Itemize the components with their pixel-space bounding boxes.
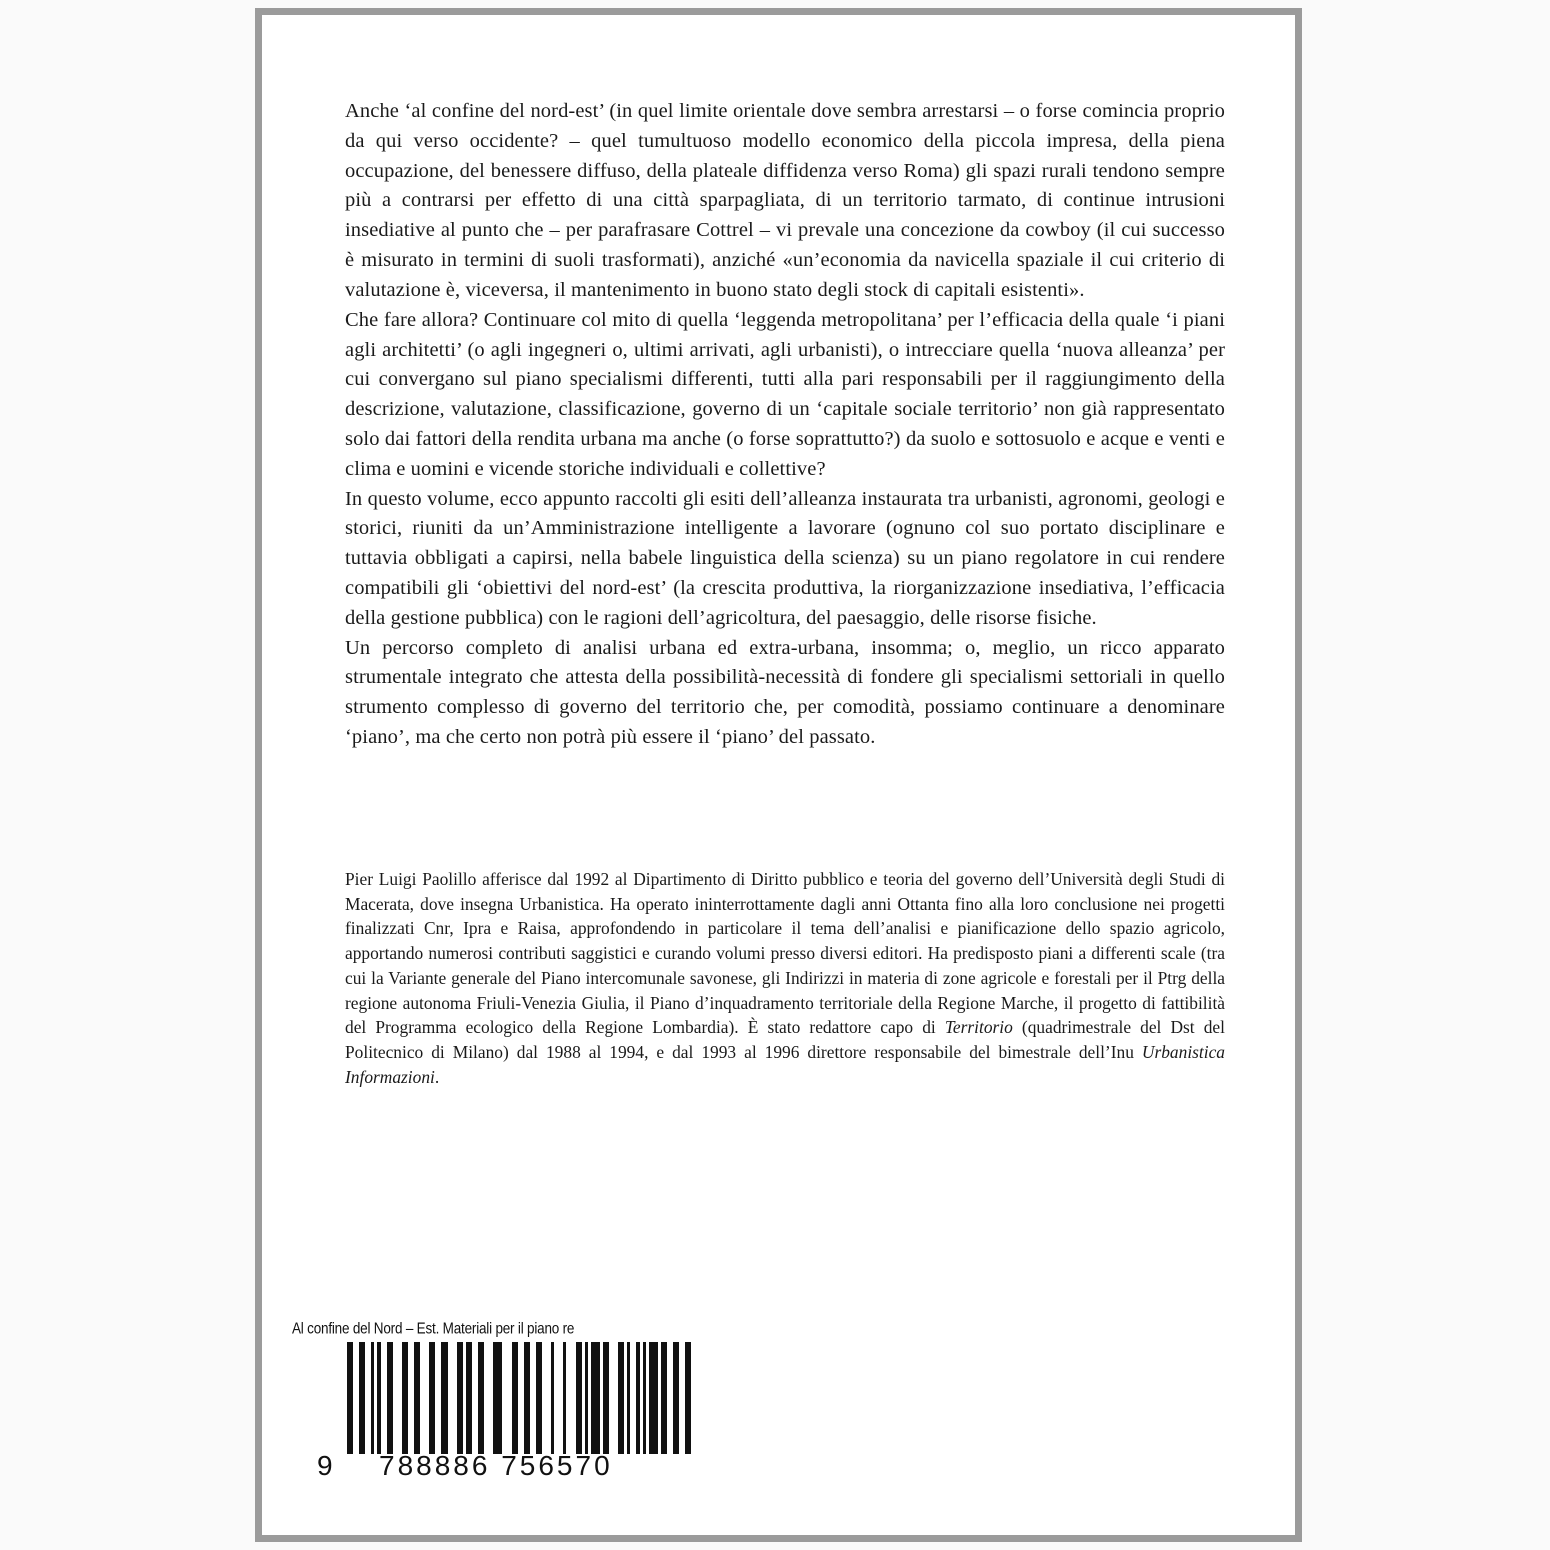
author-bio-block [345, 867, 1225, 1089]
barcode-main-digits: 788886 756570 [379, 1450, 613, 1481]
barcode-bar [448, 1342, 457, 1454]
barcode-bar [420, 1342, 429, 1454]
barcode-bar [502, 1342, 511, 1454]
barcode-bar [493, 1342, 502, 1454]
barcode-bar [554, 1342, 563, 1454]
blurb-paragraph-1: Anche ‘al confine del nord-est’ (in quel limite orientale dove sembra arrestarsi – o forse comincia proprio da qui verso occidente? – quel tumultuoso modello economico della piccola impresa, della piena occupazione, del benessere diffuso, della plateale diffidenza verso Roma) gli spazi rurali tendono sempre più a contrarsi per effetto di una città sparpagliata, di un territorio tarmato, di continue intrusioni insediative al punto che – per parafrasare Cottrel – vi prevale una concezione da cowboy (il cui successo è misurato in termini di suoli trasformati), anziché «un’economia da navicella spaziale il cui criterio di valutazione è, viceversa, il mantenimento in buono stato degli stock di capitali esistenti». [345, 100, 1225, 301]
author-bio-part-1: Pier Luigi Paolillo afferisce dal 1992 al Dipartimento di Diritto pubblico e teoria del governo dell’Università degli Studi di Macerata, dove insegna Urbanistica. Ha operato ininterrottamente dagli anni Ottanta fino alla loro conclusione nei progetti finalizzati Cnr, Ipra e Raisa, approfondendo in particolare il tema dell’analisi e pianificazione dello spazio agricolo, apportando numerosi contributi saggistici e curando volumi presso diversi editori. Ha predisposto piani a differenti scale (tra cui la Variante generale del Piano intercomunale savonese, gli Indirizzi in materia di zone agricole e forestali per il Ptrg della regione autonoma Friuli-Venezia Giulia, il Piano d’inquadramento territoriale della Regione Marche, il progetto di fattibilità del Programma ecologico della Regione Lombardia). È stato redattore capo di [345, 869, 1225, 1038]
barcode-bar [609, 1342, 618, 1454]
blurb-paragraph-4: Un percorso completo di analisi urbana ed extra-urbana, insomma; o, meglio, un ricco apparato strumentale integrato che attesta della possibilità-necessità di fondere gli specialismi settoriali in quello strumento complesso di governo del territorio che, per comodità, possiamo continuare a denominare ‘piano’, ma che certo non potrà più essere il ‘piano’ del passato. [345, 636, 1225, 749]
barcode-lead-digit: 9 [317, 1450, 336, 1481]
barcode-bar [685, 1342, 691, 1454]
author-bio-paragraph [345, 867, 1225, 1089]
barcode-bar [566, 1342, 575, 1454]
cover-page-surface [262, 15, 1295, 1535]
book-back-cover [255, 8, 1302, 1542]
barcode-bar [393, 1342, 402, 1454]
author-bio-part-3: . [434, 1066, 440, 1087]
blurb-paragraph-2: Che fare allora? Continuare col mito di quella ‘leggenda metropolitana’ per l’efficacia della quale ‘i piani agli architetti’ (o agli ingegneri o, ultimi arrivati, agli urbanisti), o intrecciare quella ‘nuova alleanza’ per cui convergano sul piano specialismi differenti, tutti alla pari responsabili per il raggiungimento della descrizione, valutazione, classificazione, governo di un ‘capitale sociale territorio’ non già rappresentato solo dai fattori della rendita urbana ma anche (o forse soprattutto?) da suolo e sottosuolo e acque e venti e clima e uomini e vicende storiche individuali e collettive? [345, 308, 1225, 480]
spine-title-text: Al confine del Nord – Est. Materiali per il piano re [292, 1319, 575, 1337]
blurb-text-block [345, 97, 1225, 753]
barcode-bar [591, 1342, 600, 1454]
barcode-bars [347, 1342, 702, 1454]
barcode [317, 1342, 707, 1490]
author-bio-italic-1: Territorio [944, 1017, 1013, 1038]
author-bio-part-2: (quadrimestrale del Dst del Politecnico di Milano) dal 1988 al 1994, e dal 1993 al 1996 direttore responsabile del bimestrale dell’Inu [345, 1017, 1225, 1062]
barcode-bar [484, 1342, 493, 1454]
author-bio-italic-2: Urbanistica Informazioni [345, 1041, 1225, 1087]
barcode-bar [649, 1342, 658, 1454]
blurb-paragraph-3: In questo volume, ecco appunto raccolti gli esiti dell’alleanza instaurata tra urbanisti, agronomi, geologi e storici, riuniti da un’Amministrazione intelligente a lavorare (ognuno col suo portato disciplinare e tuttavia obbligati a capirsi, nella babele linguistica della scienza) su un piano regolatore in cui rendere compatibili gli ‘obiettivi del nord-est’ (la crescita produttiva, la riorganizzazione insediativa, l’efficacia della gestione pubblica) con le ragioni dell’agricoltura, del paesaggio, delle risorse fisiche. [345, 487, 1225, 629]
